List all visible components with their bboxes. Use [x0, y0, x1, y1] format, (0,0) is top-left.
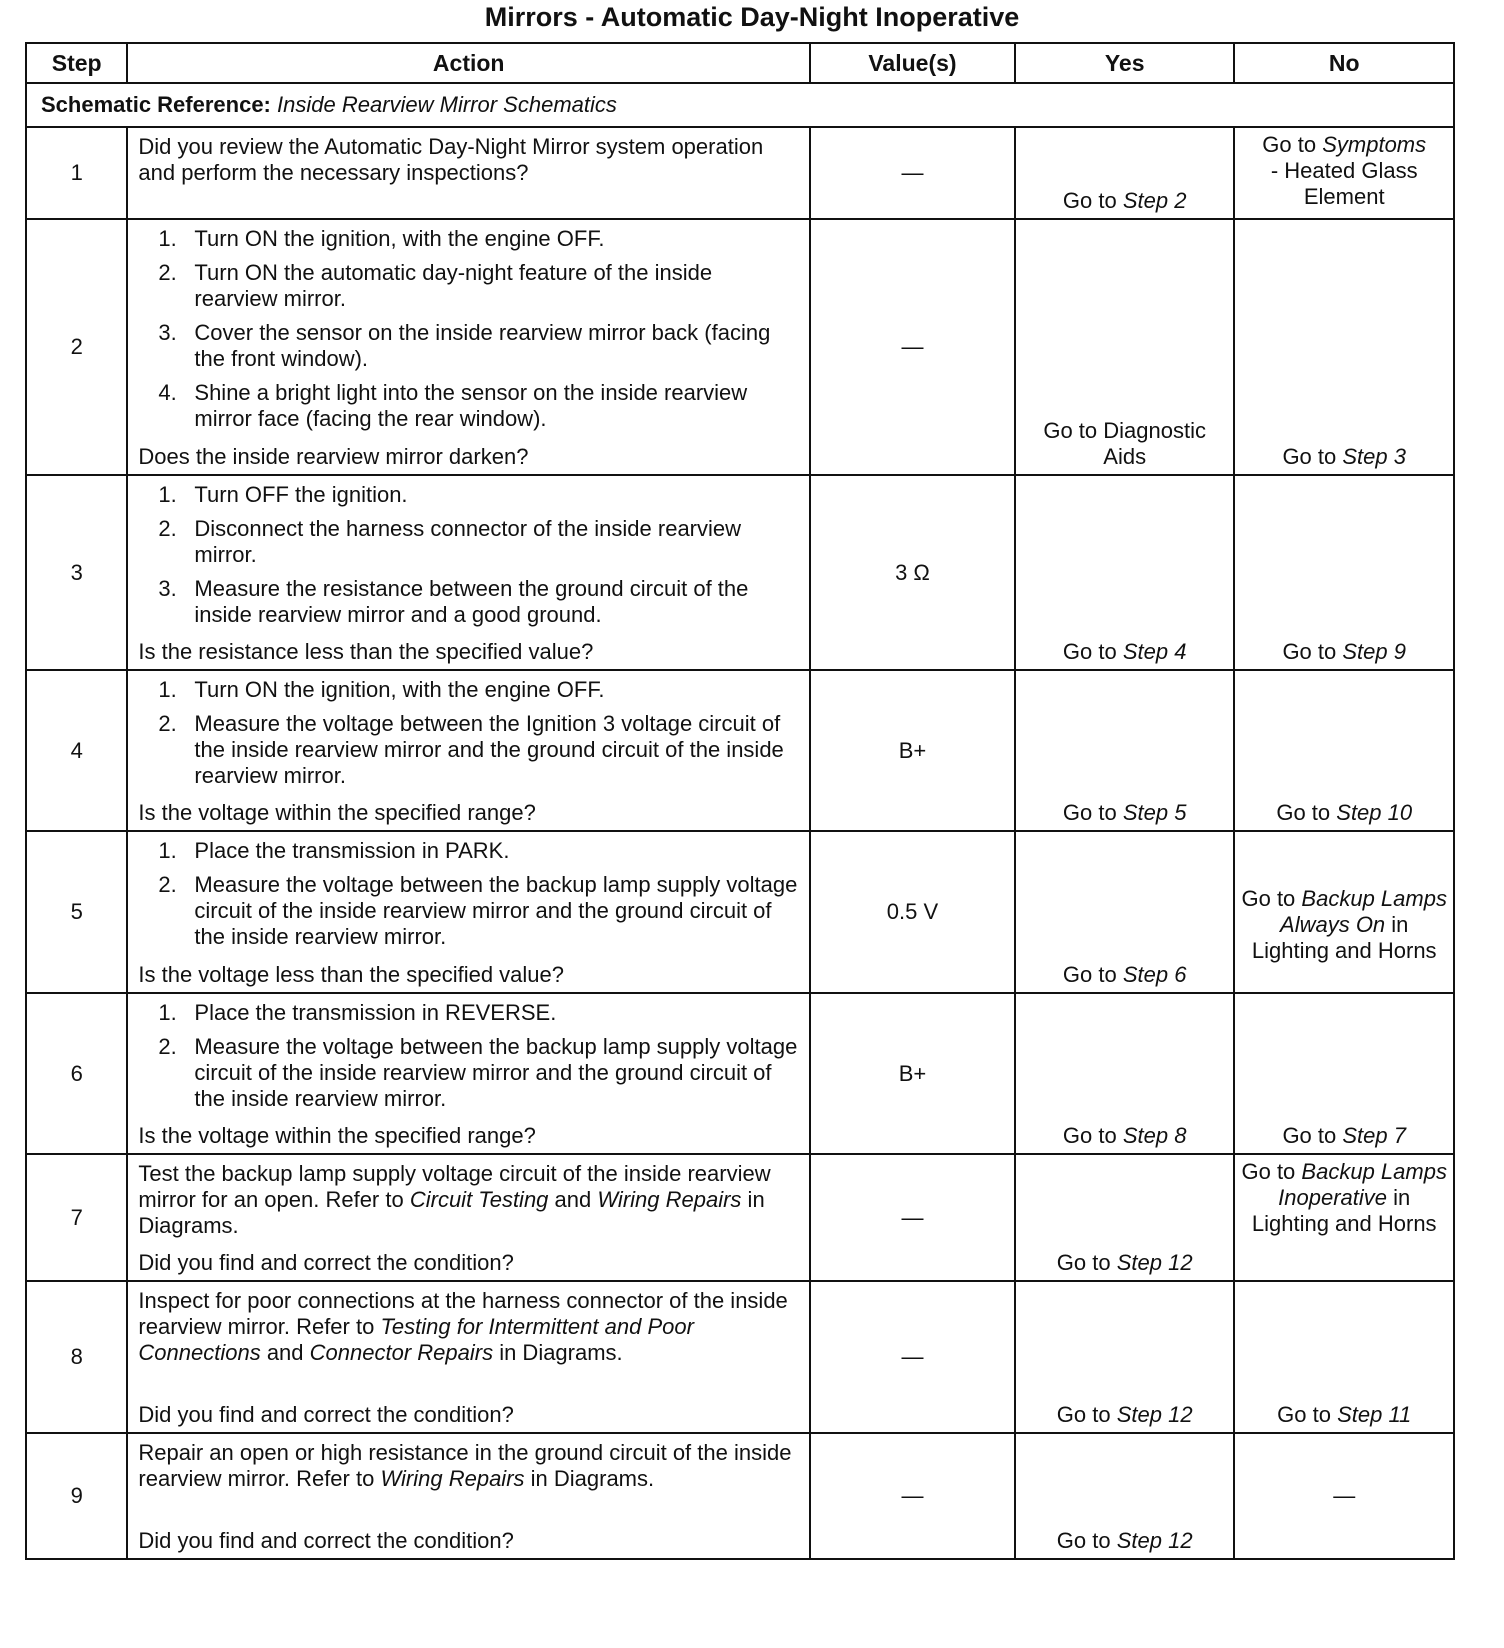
no-suffix: in Lighting and Horns: [1251, 1185, 1437, 1236]
no-cell: [1234, 831, 1454, 993]
yes-link[interactable]: Step 6: [1122, 962, 1187, 987]
value-cell: 3 Ω: [810, 475, 1015, 670]
action-cell: [127, 670, 810, 831]
no-link[interactable]: Step 7: [1342, 1123, 1406, 1148]
yes-cell: [1015, 1154, 1235, 1281]
no-prefix: Go to: [1277, 1402, 1331, 1427]
table-row: [26, 127, 1454, 219]
no-cell: [1234, 1154, 1454, 1281]
no-cell: [1234, 127, 1454, 219]
yes-prefix: Go to: [1062, 962, 1117, 987]
action-list: [138, 482, 799, 628]
no-prefix: Go to: [1282, 444, 1337, 469]
yes-cell: [1015, 670, 1235, 831]
action-text: Test the backup lamp supply voltage circuit of the inside rearview mirror for an open. Refer to Circuit Testing and Wiring Repairs in Diagrams.: [138, 1161, 771, 1238]
header-yes: Yes: [1015, 43, 1235, 83]
list-item: 3. Cover the sensor on the inside rearview mirror back (facing the front window).: [158, 320, 771, 371]
no-suffix: in Lighting and Horns: [1251, 911, 1437, 963]
action-list: [138, 677, 799, 789]
header-no: No: [1234, 43, 1454, 83]
no-prefix: Go to: [1282, 1123, 1337, 1148]
yes-link[interactable]: Step 8: [1122, 1123, 1187, 1148]
no-cell: [1234, 993, 1454, 1154]
schematic-reference-row: [26, 83, 1454, 127]
no-link[interactable]: Step 11: [1337, 1402, 1412, 1427]
no-cell: [1234, 219, 1454, 475]
value-cell: 0.5 V: [810, 831, 1015, 993]
yes-prefix: Go to: [1062, 800, 1117, 825]
yes-cell: [1015, 1281, 1235, 1433]
value-cell: —: [810, 127, 1015, 219]
reference-link[interactable]: Circuit Testing: [409, 1187, 549, 1212]
action-question: Is the voltage within the specified range?: [138, 1123, 536, 1148]
table-row: [26, 993, 1454, 1154]
yes-link[interactable]: Step 12: [1116, 1402, 1193, 1427]
table-row: [26, 670, 1454, 831]
table-row: [26, 219, 1454, 475]
list-item: 1. Turn ON the ignition, with the engine OFF.: [158, 677, 605, 702]
step-number: 8: [26, 1281, 127, 1433]
header-row: [26, 43, 1454, 83]
step-number: 5: [26, 831, 127, 993]
no-link[interactable]: Symptoms: [1322, 132, 1427, 157]
yes-cell: [1015, 475, 1235, 670]
list-item: 1. Place the transmission in PARK.: [158, 838, 510, 863]
action-question: Did you find and correct the condition?: [138, 1250, 514, 1275]
action-list: [138, 226, 799, 432]
step-number: 3: [26, 475, 127, 670]
header-step: Step: [26, 43, 127, 83]
yes-prefix: Go to: [1062, 639, 1117, 664]
step-number: 9: [26, 1433, 127, 1559]
yes-link[interactable]: Step 5: [1122, 800, 1187, 825]
yes-cell: [1015, 993, 1235, 1154]
action-text: Did you review the Automatic Day-Night Mirror system operation and perform the necessary inspections?: [138, 134, 764, 185]
list-item: 2. Measure the voltage between the backup lamp supply voltage circuit of the inside rearview mirror and the ground circuit of the inside rearview mirror.: [158, 1034, 798, 1111]
action-cell: [127, 1433, 810, 1559]
yes-cell: [1015, 127, 1235, 219]
action-cell: [127, 993, 810, 1154]
yes-cell: [1015, 831, 1235, 993]
value-cell: —: [810, 219, 1015, 475]
action-text: Inspect for poor connections at the harness connector of the inside rearview mirror. Refer to Testing for Intermittent and Poor Connections and Connector Repairs in Diagrams.: [138, 1288, 788, 1365]
diagnostic-table: [25, 42, 1455, 1560]
yes-link[interactable]: Step 12: [1116, 1250, 1193, 1275]
list-item: 1. Place the transmission in REVERSE.: [158, 1000, 557, 1025]
action-cell: [127, 219, 810, 475]
page-title: Mirrors - Automatic Day-Night Inoperative: [484, 2, 1020, 32]
action-cell: [127, 831, 810, 993]
reference-link[interactable]: Wiring Repairs: [597, 1187, 742, 1212]
step-number: 1: [26, 127, 127, 219]
yes-prefix: Go to: [1062, 1123, 1117, 1148]
table-row: [26, 475, 1454, 670]
schematic-reference: [26, 83, 1454, 127]
list-item: 3. Measure the resistance between the ground circuit of the inside rearview mirror and a good ground.: [158, 576, 749, 627]
list-item: 4. Shine a bright light into the sensor on the inside rearview mirror face (facing the rear window).: [158, 380, 748, 431]
no-cell: [1234, 670, 1454, 831]
action-cell: [127, 127, 810, 219]
no-cell: —: [1234, 1433, 1454, 1559]
no-link[interactable]: Backup Lamps Inoperative: [1278, 1159, 1447, 1210]
action-question: Is the voltage within the specified range?: [138, 800, 536, 825]
action-cell: [127, 1281, 810, 1433]
schematic-reference-link[interactable]: Inside Rearview Mirror Schematics: [277, 92, 617, 117]
yes-cell: [1015, 219, 1235, 475]
yes-link[interactable]: Step 4: [1122, 639, 1187, 664]
list-item: 2. Turn ON the automatic day-night feature of the inside rearview mirror.: [158, 260, 713, 311]
list-item: 2. Measure the voltage between the backup lamp supply voltage circuit of the inside rearview mirror and the ground circuit of the inside rearview mirror.: [158, 872, 798, 949]
action-cell: [127, 1154, 810, 1281]
step-number: 4: [26, 670, 127, 831]
value-cell: —: [810, 1154, 1015, 1281]
action-list: [138, 1000, 799, 1112]
action-question: Is the resistance less than the specified value?: [138, 639, 594, 664]
no-prefix: Go to: [1241, 1159, 1296, 1184]
action-list: [138, 838, 799, 950]
list-item: 2. Measure the voltage between the Ignition 3 voltage circuit of the inside rearview mirror and the ground circuit of the inside rearview mirror.: [158, 711, 784, 788]
list-item: 2. Disconnect the harness connector of the inside rearview mirror.: [158, 516, 742, 567]
action-text: Repair an open or high resistance in the ground circuit of the inside rearview mirror. Refer to Wiring Repairs in Diagrams.: [138, 1440, 792, 1491]
yes-link[interactable]: Go to Diagnostic Aids: [1043, 418, 1206, 469]
yes-prefix: Go to: [1056, 1250, 1111, 1275]
header-values: Value(s): [810, 43, 1015, 83]
no-suffix: - Heated Glass Element: [1270, 158, 1418, 209]
value-cell: —: [810, 1433, 1015, 1559]
table-row: [26, 1281, 1454, 1433]
reference-link[interactable]: Testing for Intermittent and Poor Connections: [138, 1314, 694, 1365]
no-link[interactable]: Step 10: [1336, 800, 1413, 825]
action-question: Did you find and correct the condition?: [138, 1528, 514, 1553]
yes-cell: [1015, 1433, 1235, 1559]
yes-prefix: Go to: [1056, 1528, 1111, 1553]
yes-link[interactable]: Step 2: [1122, 188, 1187, 213]
table-row: [26, 831, 1454, 993]
action-cell: [127, 475, 810, 670]
no-cell: [1234, 1281, 1454, 1433]
step-number: 6: [26, 993, 127, 1154]
no-prefix: Go to: [1276, 800, 1331, 825]
no-prefix: Go to: [1241, 885, 1296, 911]
yes-prefix: Go to: [1062, 188, 1117, 213]
list-item: 1. Turn OFF the ignition.: [158, 482, 408, 507]
value-cell: —: [810, 1281, 1015, 1433]
step-number: 7: [26, 1154, 127, 1281]
step-number: 2: [26, 219, 127, 475]
no-cell: [1234, 475, 1454, 670]
yes-link[interactable]: Step 12: [1116, 1528, 1193, 1553]
no-prefix: Go to: [1282, 639, 1337, 664]
action-question: Does the inside rearview mirror darken?: [138, 444, 529, 469]
table-row: [26, 1154, 1454, 1281]
list-item: 1. Turn ON the ignition, with the engine OFF.: [158, 226, 605, 251]
no-link[interactable]: Step 9: [1342, 639, 1406, 664]
no-link[interactable]: Backup Lamps Always On: [1280, 885, 1447, 937]
reference-link[interactable]: Connector Repairs: [309, 1340, 494, 1365]
no-prefix: Go to: [1262, 132, 1317, 157]
yes-prefix: Go to: [1056, 1402, 1111, 1427]
action-question: Is the voltage less than the specified value?: [138, 962, 564, 987]
value-cell: B+: [810, 993, 1015, 1154]
value-cell: B+: [810, 670, 1015, 831]
schematic-reference-label: Schematic Reference:: [41, 92, 271, 117]
no-link[interactable]: Step 3: [1342, 444, 1406, 469]
reference-link[interactable]: Wiring Repairs: [380, 1466, 525, 1491]
header-action: Action: [127, 43, 810, 83]
action-question: Did you find and correct the condition?: [138, 1402, 514, 1427]
table-row: [26, 1433, 1454, 1559]
